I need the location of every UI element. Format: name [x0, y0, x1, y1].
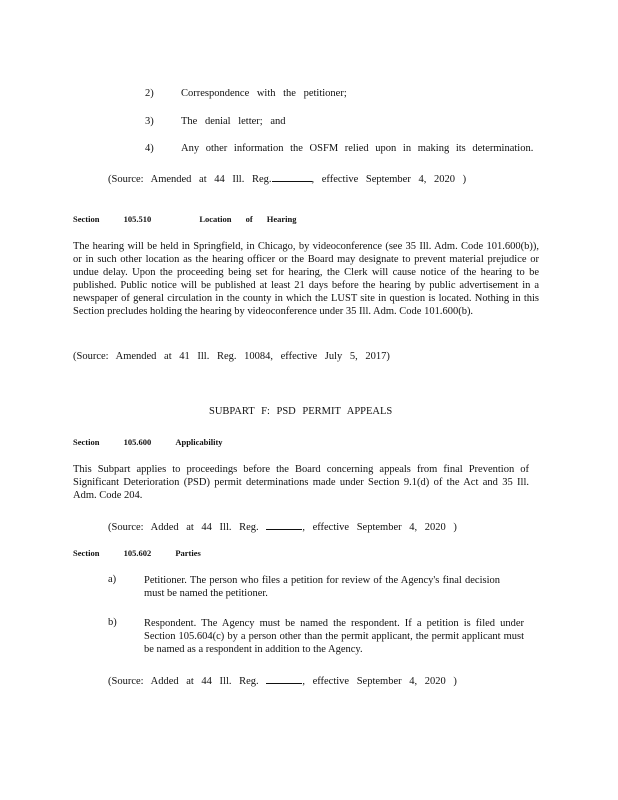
section-heading	[73, 214, 297, 224]
section-body: This Subpart applies to proceedings before the Board concerning appeals from final Prevention of Significant Deterioration (PSD) permit determinations made under Section 9.1(d) of the Act and 35 Ill. Adm. Code 204.	[73, 464, 529, 501]
section-title: Applicability	[175, 437, 223, 447]
list-number-3: 3)	[145, 116, 154, 127]
source-note	[108, 519, 457, 533]
source-suffix: , effective September 4, 2020 )	[311, 174, 467, 185]
section-number: 105.600	[123, 437, 152, 447]
item-text-a: Petitioner. The person who files a petition for review of the Agency's final decision must be named the petitioner.	[144, 575, 500, 599]
item-text-b: Respondent. The Agency must be named the respondent. If a petition is filed under Section 105.604(c) by a person other than the permit applicant, the permit applicant must be named as a respondent in addition to the Agency.	[144, 618, 524, 655]
blank-underline	[266, 519, 302, 530]
source-note	[108, 673, 457, 687]
section-number: 105.510	[123, 214, 152, 224]
item-letter-b: b)	[108, 617, 117, 628]
blank-underline	[266, 673, 302, 684]
section-label: Section	[73, 214, 100, 224]
section-label: Section	[73, 437, 100, 447]
source-prefix: (Source: Amended at 44 Ill. Reg.	[108, 174, 272, 185]
list-number-2: 2)	[145, 88, 154, 99]
section-body: The hearing will be held in Springfield, in Chicago, by videoconference (see 35 Ill. Adm. Code 101.600(b)), or in such other location as the hearing officer or the Board may designate to prevent material prejudice or undue delay. Upon the proceeding being set for hearing, the Clerk will cause notice of the hearing to be published. Public notice will be published at least 21 days before the hearing by public advertisement in a newspaper of general circulation in the county in which the LUST site in question is located. Nothing in this Section precludes holding the hearing by videoconference under 35 Ill. Adm. Code 101.600(b).	[73, 241, 539, 317]
section-title: Location of Hearing	[199, 214, 297, 224]
item-letter-a: a)	[108, 574, 117, 585]
section-heading	[73, 548, 201, 558]
subpart-heading: SUBPART F: PSD PERMIT APPEALS	[209, 406, 393, 417]
source-note	[108, 171, 466, 185]
section-number: 105.602	[123, 548, 152, 558]
list-item-2: Correspondence with the petitioner;	[181, 88, 347, 99]
blank-underline	[272, 171, 312, 182]
source-prefix: (Source: Added at 44 Ill. Reg.	[108, 676, 259, 687]
section-title: Parties	[175, 548, 201, 558]
list-item-3: The denial letter; and	[181, 116, 286, 127]
source-note: (Source: Amended at 41 Ill. Reg. 10084, effective July 5, 2017)	[73, 351, 390, 362]
section-label: Section	[73, 548, 100, 558]
source-suffix: , effective September 4, 2020 )	[302, 522, 457, 533]
list-number-4: 4)	[145, 143, 154, 154]
list-item-4: Any other information the OSFM relied upon in making its determination.	[181, 143, 534, 154]
source-prefix: (Source: Added at 44 Ill. Reg.	[108, 522, 259, 533]
source-suffix: , effective September 4, 2020 )	[302, 676, 457, 687]
section-heading	[73, 437, 223, 447]
